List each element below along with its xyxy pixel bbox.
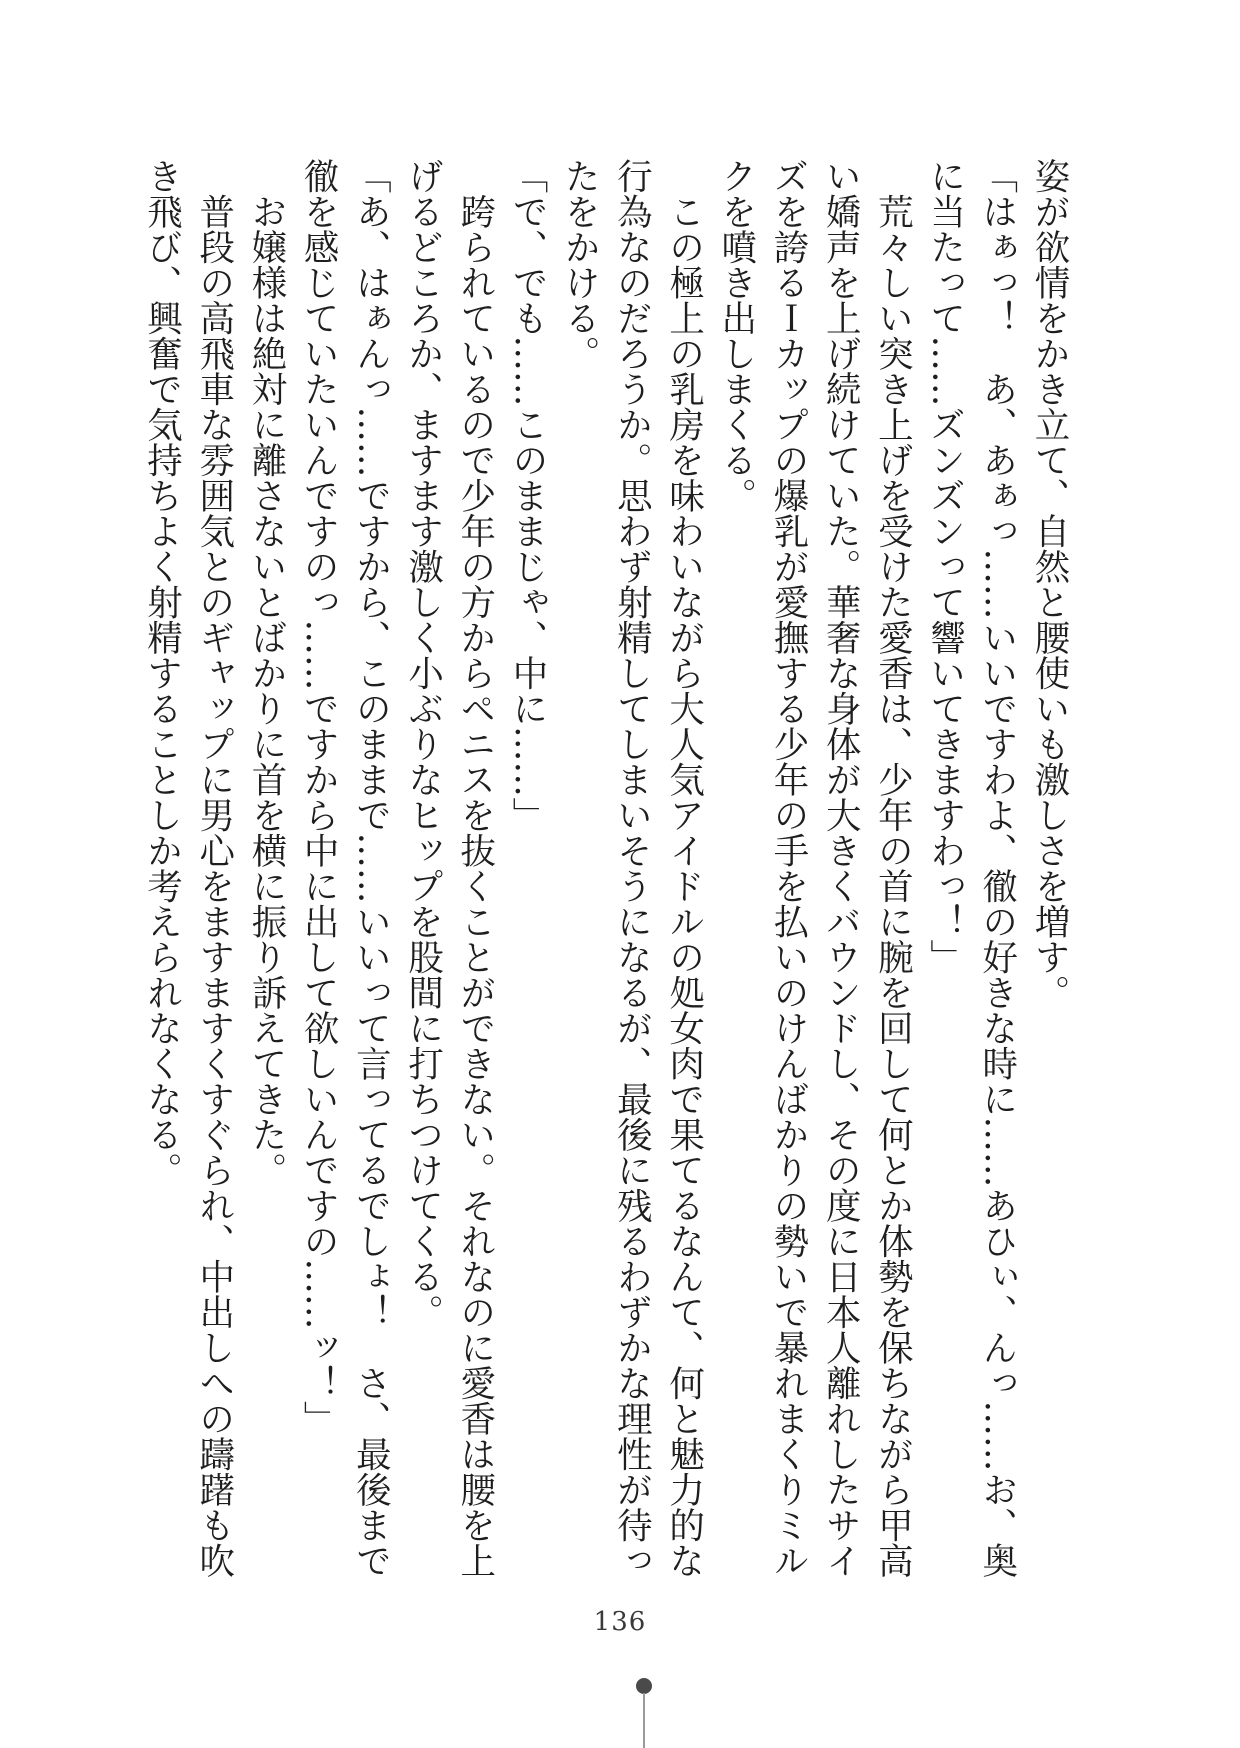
text-line: 徹を感じていたいんですのっ……ですから中に出して欲しいんですの……ッ！」 (298, 158, 340, 1436)
text-line: 跨られているので少年の方からペニスを抜くことができない。それなのに愛香は腰を上 (454, 158, 496, 1578)
text-line: き飛び、興奮で気持ちよく射精することしか考えられなくなる。 (141, 158, 183, 1188)
text-line: 「で、でも……このままじゃ、中に……」 (506, 158, 548, 833)
ornament-dot (636, 1678, 652, 1694)
ornament-line (643, 1693, 645, 1748)
text-line: この極上の乳房を味わいながら大人気アイドルの処女肉で果てるなんて、何と魅力的な (663, 158, 705, 1578)
text-line: ズを誇るＩカップの爆乳が愛撫する少年の手を払いのけんばかりの勢いで暴れまくりミル (767, 158, 809, 1578)
text-line: い嬌声を上げ続けていた。華奢な身体が大きくバウンドし、その度に日本人離れしたサイ (820, 158, 862, 1578)
text-line: に当たって……ズンズンって響いてきますわっ！」 (924, 158, 966, 975)
text-line: たをかける。 (559, 158, 601, 371)
text-line: 「はぁっ！ あ、あぁっ……いいですわよ、徹の好きな時に……あひぃ、んっ……お、奥 (976, 158, 1018, 1578)
page-number: 136 (593, 1607, 647, 1637)
text-line: 荒々しい突き上げを受けた愛香は、少年の首に腕を回して何とか体勢を保ちながら甲高 (872, 158, 914, 1578)
text-line: 行為なのだろうか。思わず射精してしまいそうになるが、最後に残るわずかな理性が待っ (611, 158, 653, 1578)
text-line: げるどころか、ますます激しく小ぶりなヒップを股間に打ちつけてくる。 (402, 158, 444, 1330)
text-line: クを噴き出しまくる。 (715, 158, 757, 513)
text-line: 「あ、はぁんっ……ですから、このままで……いいって言ってるでしょ！ さ、最後まで (350, 158, 392, 1578)
text-line: 普段の高飛車な雰囲気とのギャップに男心をますますくすぐられ、中出しへの躊躇も吹 (193, 158, 235, 1578)
text-line: 姿が欲情をかき立て、自然と腰使いも激しさを増す。 (1029, 158, 1070, 1010)
body-text (135, 158, 1075, 1598)
text-line: お嬢様は絶対に離さないとばかりに首を横に振り訴えてきた。 (245, 158, 287, 1188)
